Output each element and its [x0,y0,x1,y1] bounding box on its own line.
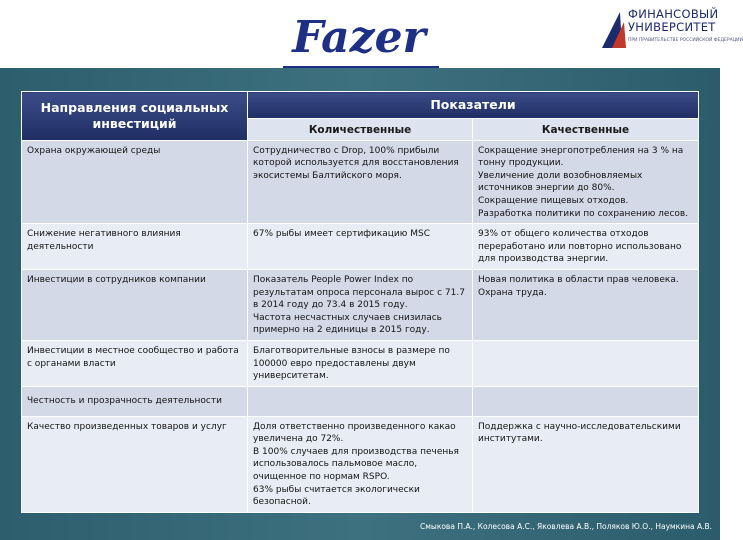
fazer-logo [283,6,435,64]
cell-quantitative: Благотворительные взносы в размере по 100000 евро предоставлены двум университетам. [248,340,473,386]
university-name: ФИНАНСОВЫЙ УНИВЕРСИТЕТ [628,7,719,34]
subheader-quantitative: Количественные [248,119,473,141]
cell-qualitative [473,340,699,386]
cell-direction: Инвестиции в сотрудников компании [22,269,248,340]
cell-qualitative: Сокращение энергопотребления на 3 % на тонну продукции. Увеличение доли возобновляемых источников энергии до 80%. Сокращение пищевых отходов. Разработка политики по сохранению лесов. [473,140,699,224]
slide-header [0,0,743,68]
cell-direction: Снижение негативного влияния деятельности [22,224,248,270]
svg-text:Fazer: Fazer [292,12,426,63]
authors-footer: Смыкова П.А., Колесова А.С., Яковлева А.В., Поляков Ю.О., Наумкина А.В. [420,522,713,531]
col-header-indicators: Показатели [248,92,699,119]
table-row [22,386,699,416]
cell-qualitative: Поддержка с научно-исследовательскими институтами. [473,416,699,512]
table-row [22,224,699,270]
indicators-table [21,91,699,513]
indicators-table-wrapper [21,91,698,513]
cell-qualitative [473,386,699,416]
subheader-qualitative: Качественные [473,119,699,141]
cell-quantitative: Показатель People Power Index по результатам опроса персонала вырос с 71.7 в 2014 году до 73.4 в 2015 году. Частота несчастных случаев снизилась примерно на 2 единицы в 2015 году. [248,269,473,340]
cell-quantitative: Сотрудничество с Drop, 100% прибыли которой используется для восстановления экосистемы Балтийского моря. [248,140,473,224]
cell-direction: Охрана окружающей среды [22,140,248,224]
cell-direction: Качество произведенных товаров и услуг [22,416,248,512]
cell-direction: Инвестиции в местное сообщество и работа с органами власти [22,340,248,386]
table-row [22,140,699,224]
table-row [22,340,699,386]
table-row [22,416,699,512]
col-header-directions: Направления социальных инвестиций [22,92,248,141]
cell-quantitative: 67% рыбы имеет сертификацию MSC [248,224,473,270]
cell-quantitative [248,386,473,416]
table-row [22,269,699,340]
cell-qualitative: 93% от общего количества отходов переработано или повторно использовано для производства энергии. [473,224,699,270]
cell-quantitative: Доля ответственно произведенного какао увеличена до 72%. В 100% случаев для производства печенья использовалось пальмовое масло, очищенное по нормам RSPO. 63% рыбы считается экологически безопасной. [248,416,473,512]
university-subtitle: ПРИ ПРАВИТЕЛЬСТВЕ РОССИЙСКОЙ ФЕДЕРАЦИИ [628,38,743,43]
cell-direction: Честность и прозрачность деятельности [22,386,248,416]
cell-qualitative: Новая политика в области прав человека. Охрана труда. [473,269,699,340]
